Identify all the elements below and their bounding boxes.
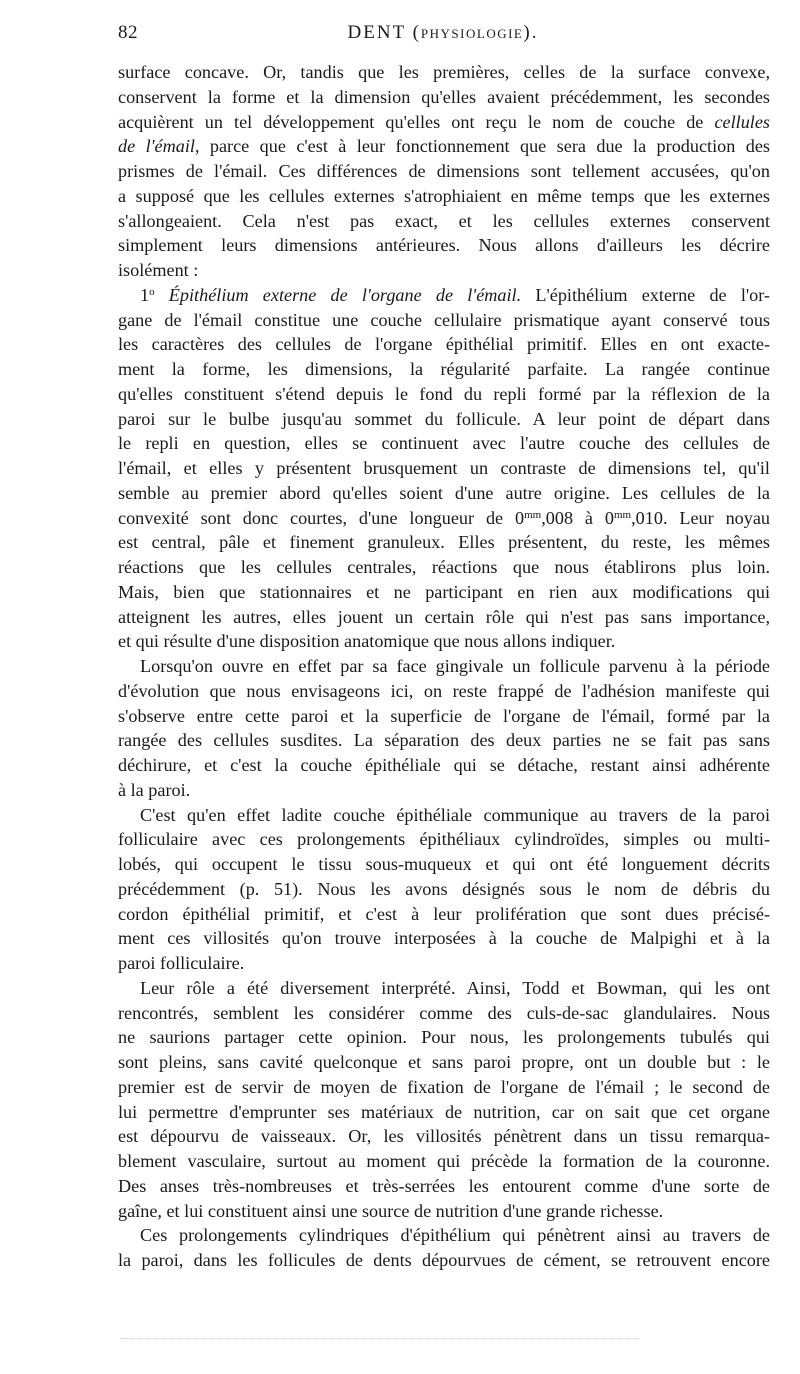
text-line: folliculaire avec ces prolongements épithéliaux cylindroïdes, simples ou multi- bbox=[118, 829, 770, 850]
text-line: a supposé que les cellules externes s'atrophiaient en même temps que les externes bbox=[118, 185, 770, 206]
text-line: Mais, bien que stationnaires et ne participant en rien aux modifications qui bbox=[118, 581, 770, 602]
italic-term: de l'émail, bbox=[118, 136, 200, 157]
section-number: 1 bbox=[140, 284, 150, 305]
italic-term: cellules bbox=[714, 111, 770, 132]
text-line: gane de l'émail constitue une couche cellulaire prismatique ayant conservé tous bbox=[118, 309, 770, 330]
text-line: déchirure, et c'est la couche épithéliale qui se détache, restant ainsi adhérente bbox=[118, 755, 770, 775]
paragraph-first-line: Ces prolongements cylindriques d'épithélium qui pénètrent ainsi au travers de bbox=[140, 1225, 770, 1246]
text-line: est dépourvu de vaisseaux. Or, les villosités pénètrent dans un tissu remarqua- bbox=[118, 1126, 770, 1147]
unit-mark: mm bbox=[524, 508, 542, 521]
text-line: isolément : bbox=[118, 260, 199, 280]
text-line: lui permettre d'emprunter ses matériaux de nutrition, car on sait que cet organe bbox=[118, 1101, 770, 1122]
text-span: parce que c'est à leur fonctionnement que sera due la production des bbox=[209, 136, 770, 157]
text-line: précédemment (p. 51). Nous les avons désignés sous le nom de débris du bbox=[118, 878, 770, 899]
text-line: est central, pâle et finement granuleux. Elles présentent, du reste, les mêmes bbox=[118, 532, 770, 553]
page-body bbox=[118, 60, 770, 1273]
text-line: et qui résulte d'une disposition anatomique que nous allons indiquer. bbox=[118, 631, 616, 652]
paragraph-first-line: C'est qu'en effet ladite couche épithéliale communique au travers de la paroi bbox=[140, 804, 770, 825]
text-span: acquièrent un tel développement qu'elles ont reçu le nom de couche de bbox=[118, 111, 704, 132]
text-line: cordon épithélial primitif, et c'est à leur prolifération que sont dues précisé- bbox=[118, 903, 770, 924]
text-line bbox=[118, 506, 770, 531]
paragraph-first-line: Lorsqu'on ouvre en effet par sa face gingivale un follicule parvenu à la période bbox=[140, 656, 770, 676]
section-title: Épithélium externe de l'organe de l'émail. bbox=[168, 284, 522, 305]
text-line: rencontrés, semblent les considérer comme des culs-de-sac glandulaires. Nous bbox=[118, 1002, 770, 1023]
text-line: surface concave. Or, tandis que les premières, celles de la surface convexe, bbox=[118, 62, 770, 82]
text-line: atteignent les autres, elles jouent un certain rôle qui n'est pas sans importance, bbox=[118, 606, 770, 627]
text-line: prismes de l'émail. Ces différences de dimensions sont tellement accusées, qu'on bbox=[118, 161, 770, 181]
text-line: semble au premier abord qu'elles soient d'une autre origine. Les cellules de la bbox=[118, 482, 770, 503]
paragraph-first-line: Leur rôle a été diversement interprété. Ainsi, Todd et Bowman, qui les ont bbox=[140, 977, 770, 998]
text-line: Des anses très-nombreuses et très-serrées les entourent comme d'une sorte de bbox=[118, 1175, 770, 1196]
running-head bbox=[118, 22, 768, 44]
text-line: paroi folliculaire. bbox=[118, 953, 245, 973]
text-line: ment ces villosités qu'on trouve interposées à la couche de Malpighi et à la bbox=[118, 928, 770, 949]
running-head-close: ). bbox=[523, 22, 539, 43]
text-line: les caractères des cellules de l'organe épithélial primitif. Elles en ont exacte- bbox=[118, 334, 770, 355]
text-line: lobés, qui occupent le tissu sous-muqueux et qui ont été longuement décrits bbox=[118, 854, 770, 874]
text-line bbox=[118, 110, 770, 135]
page-header bbox=[118, 22, 768, 52]
text-line: ment la forme, les dimensions, la régularité parfaite. La rangée continue bbox=[118, 359, 770, 379]
text-span: convexité sont donc courtes, d'une longueur de 0 bbox=[118, 507, 525, 528]
text-line: sont pleins, sans cavité quelconque et sans paroi propre, ont un double but : le bbox=[118, 1052, 770, 1072]
text-line: d'évolution que nous envisageons ici, on reste frappé de l'adhésion manifeste qui bbox=[118, 680, 770, 701]
text-line: l'émail, et elles y présentent brusquement un contraste de dimensions tel, qu'il bbox=[118, 458, 770, 478]
text-span: ,008 à 0 bbox=[541, 507, 614, 528]
text-line: ne saurions partager cette opinion. Pour nous, les prolongements tubulés qui bbox=[118, 1027, 770, 1048]
text-line bbox=[118, 134, 770, 159]
section-heading-line bbox=[118, 283, 770, 308]
text-line: premier est de servir de moyen de fixation de l'organe de l'émail ; le second de bbox=[118, 1076, 770, 1097]
text-line: conservent la forme et la dimension qu'elles avaient précédemment, les secondes bbox=[118, 86, 770, 107]
page-number: 82 bbox=[118, 22, 138, 43]
text-line: le repli en question, elles se continuent avec l'autre couche des cellules de bbox=[118, 433, 770, 454]
text-line: s'allongeaient. Cela n'est pas exact, et les cellules externes conservent bbox=[118, 210, 770, 231]
text-line: blement vasculaire, surtout au moment qui précède la formation de la couronne. bbox=[118, 1151, 770, 1171]
unit-mark: mm bbox=[613, 508, 632, 521]
text-span: ,010. Leur noyau bbox=[631, 507, 770, 528]
text-line: qu'elles constituent s'étend depuis le fond du repli formé par la réflexion de la bbox=[118, 383, 770, 404]
text-line: réactions que les cellules centrales, réactions que nous établirons plus loin. bbox=[118, 557, 770, 577]
text-line: simplement leurs dimensions antérieures. Nous allons d'ailleurs les décrire bbox=[118, 235, 770, 256]
ordinal-mark: o bbox=[149, 285, 155, 298]
text-line: rangée des cellules susdites. La séparation des deux parties ne se fait pas sans bbox=[118, 730, 770, 751]
text-line: paroi sur le bulbe jusqu'au sommet du follicule. A leur point de départ dans bbox=[118, 408, 770, 429]
text-line: gaîne, et lui constituent ainsi une source de nutrition d'une grande richesse. bbox=[118, 1200, 664, 1221]
running-head-title: DENT ( bbox=[347, 22, 421, 43]
text-line: s'observe entre cette paroi et la superficie de l'organe de l'émail, formé par la bbox=[118, 705, 770, 726]
running-head-subject: PHYSIOLOGIE bbox=[420, 26, 524, 41]
text-line: la paroi, dans les follicules de dents dépourvues de cément, se retrouvent encore bbox=[118, 1250, 770, 1270]
bleed-through-rule bbox=[120, 1338, 640, 1339]
text-line: à la paroi. bbox=[118, 779, 191, 800]
text-span: L'épithélium externe de l'or- bbox=[535, 284, 770, 305]
